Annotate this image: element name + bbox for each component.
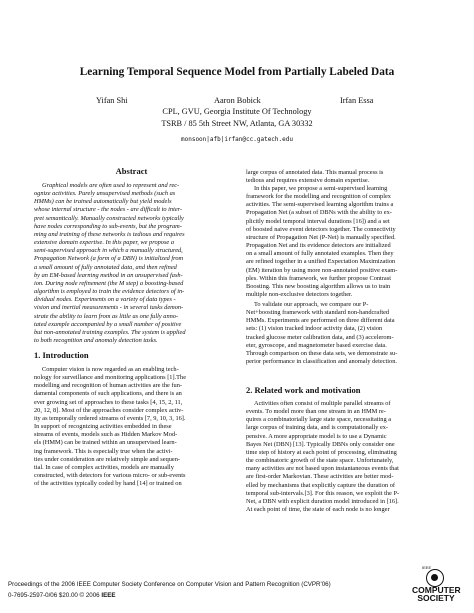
text-line: vision and inertial measurements - in several tasks demon- <box>34 304 184 312</box>
right-paragraph-2 <box>246 185 441 299</box>
text-line: multiple non-exclusive detectors together. <box>246 291 353 299</box>
text-line: ion. During node refinement (the M step) a boosting-based <box>34 279 184 287</box>
text-line: Activities often consist of multiple parallel streams of <box>254 400 391 407</box>
text-line: Computer vision is now regarded as an enabling tech- <box>42 366 179 373</box>
text-line: ing framework. This is especially true when the activi- <box>34 447 173 455</box>
text-line: dividual nodes. Experiments on a variety of data types - <box>34 296 176 304</box>
text-line: Net, a DBN with explicit duration model introduced in [16]. <box>246 497 399 505</box>
text-line: Propagation Net and its evidence detectors are initialized <box>246 242 391 250</box>
text-line: but non-annotated training examples. The system is applied <box>34 328 186 336</box>
section-introduction-heading: 1. Introduction <box>34 350 89 360</box>
text-line: activities. The semi-supervised learning algorithm trains a <box>246 201 394 209</box>
text-line: Propagation Network (a form of a DBN) is initialized from <box>34 255 184 263</box>
text-line: In support of recognizing activities embedded in these <box>34 423 172 431</box>
text-line: algorithm is employed to train the evidence detectors of in- <box>34 288 185 296</box>
text-line: constructed, with detectors for various micro- or sub-events <box>34 472 186 480</box>
text-line: tedious and requires extensive domain expertise. <box>246 177 370 185</box>
abstract-heading: Abstract <box>115 166 148 176</box>
text-line: quires a combinatorially large state space, necessitating a <box>246 416 392 424</box>
text-line: ity as temporally ordered streams of events [7, 9, 10, 3, 16]. <box>34 414 186 422</box>
text-line: of boosted naive event detectors together. The connectivity <box>246 225 396 233</box>
text-line: ever growing set of approaches to these tasks [4, 15, 2, 11, <box>34 398 183 406</box>
right-paragraph-3 <box>246 301 441 366</box>
text-line: nology for surveillance and monitoring applications [1].The <box>34 374 187 382</box>
text-line: by an EM-based learning method in an unsupervised fash- <box>34 271 183 279</box>
section-related-heading: 2. Related work and motivation <box>246 385 361 395</box>
text-line: Net+boosting framework with standard non-handcrafted <box>246 309 390 317</box>
footer-isbn-text: 0-7695-2597-0/06 $20.00 © 2006 <box>8 592 100 599</box>
author-3: Irfan Essa <box>340 96 374 105</box>
text-line: perior performance in classification and anomaly detection. <box>246 358 397 366</box>
text-line: to both recognition and anomaly detection tasks. <box>34 336 158 344</box>
text-line: are first-order Markovian. These activities are better mod- <box>246 473 394 481</box>
text-line: pensive. A more appropriate model is to use a Dynamic <box>246 432 387 440</box>
text-line: many activities are not based upon instantaneous events that <box>246 465 399 473</box>
right-paragraph-1 <box>246 169 441 185</box>
text-line: framework for the modelling and recognition of complex <box>246 193 391 201</box>
introduction-body <box>34 366 229 488</box>
text-line: HMMs) can be trained automatically but yield models <box>34 198 172 206</box>
affiliation-line-1: CPL, GVU, Georgia Institute Of Technology <box>162 107 312 116</box>
author-email: monsoon|afb|irfan@cc.gatech.edu <box>181 136 293 143</box>
text-line: extensive domain expertise. In this paper, we propose a <box>34 239 175 247</box>
text-line: on a small amount of fully annotated examples. Then they <box>246 250 394 258</box>
text-line: whose internal structure - the nodes - are difficult to inter- <box>34 206 183 214</box>
text-line: Boosting. This new boosting algorithm allows us to train <box>246 282 391 290</box>
text-line: tracked glucose meter calibration data, and (3) accelerom- <box>246 333 394 341</box>
footer-ieee-brand: IEEE <box>101 592 116 599</box>
text-line: Propagation Net (a subset of DBNs with the ability to ex- <box>246 209 392 217</box>
text-line: pret semantically. Manually constructed networks typically <box>34 214 184 222</box>
text-line: a small amount of fully annotated data, and then refined <box>34 263 177 271</box>
affiliation-line-2: TSRB / 85 5th Street NW, Atlanta, GA 30332 <box>161 119 313 128</box>
text-line: tial. In case of complex activities, models are manually <box>34 463 174 471</box>
text-line: large corpus of annotated data. This manual process is <box>246 169 384 176</box>
text-line: ties under consideration are relatively simple and sequen- <box>34 455 181 463</box>
text-line: temporal sub-intervals.[3]. For this reason, we exploit the P- <box>246 489 400 497</box>
text-line: damental components of such applications, and there is an <box>34 390 182 398</box>
text-line: ming and training of these networks is tedious and requires <box>34 230 185 238</box>
text-line: are refined together in a unified Expectation Maximization <box>246 258 396 266</box>
text-line: ognize activities. Purely unsupervised methods (such as <box>34 190 176 198</box>
text-line: Through comparison on these data sets, we demonstrate su- <box>246 349 398 357</box>
text-line: strate the ability to learn from as little as one fully anno- <box>34 312 179 320</box>
text-line: sets: (1) vision tracked indoor activity data, (2) vision <box>246 325 383 333</box>
text-line: of the activities typically coded by hand [14] or trained on <box>34 480 182 488</box>
author-1: Yifan Shi <box>96 96 128 105</box>
text-line: have nodes corresponding to sub-events, but the program- <box>34 222 182 230</box>
paper-title: Learning Temporal Sequence Model from Partially Labeled Data <box>79 66 395 78</box>
footer-isbn <box>8 592 115 599</box>
text-line: At each point of time, the state of each node is no longer <box>246 506 390 514</box>
text-line: streams of events, models such as Hidden Markov Mod- <box>34 431 178 439</box>
logo-ieee-mark: IEEE <box>422 565 432 570</box>
related-work-body <box>246 400 441 514</box>
text-line: To validate our approach, we compare our P- <box>254 301 369 308</box>
text-line: large corpus of training data, and is computationally ex- <box>246 424 389 432</box>
text-line: eter, gyroscope, and magnetometer based exercise data. <box>246 341 387 349</box>
author-2: Aaron Bobick <box>214 96 261 105</box>
text-line: semi-supervised approach in which a manually structured, <box>34 247 183 255</box>
abstract-body <box>34 182 229 345</box>
text-line: (EM) iteration by using more non-annotated positive exam- <box>246 266 398 274</box>
text-line: ples. Within this framework, we further propose Contrast <box>246 274 391 282</box>
text-line: HMMs. Experiments are performed on three different data <box>246 317 395 325</box>
footer-proceedings: Proceedings of the 2006 IEEE Computer Society Conference on Computer Vision and Pattern Recognition (CVPR'06) <box>8 581 331 588</box>
text-line: structure of Propagation Net (P-Net) is manually specified. <box>246 233 396 241</box>
text-line: plicitly model temporal interval durations [16]) and a set <box>246 217 390 225</box>
text-line: the combinatoric growth of the state space. Unfortunately, <box>246 457 394 465</box>
text-line: In this paper, we propose a semi-supervised learning <box>254 185 388 192</box>
text-line: tated example accompanied by a small number of positive <box>34 320 182 328</box>
text-line: events. To model more than one stream in an HMM re- <box>246 408 386 416</box>
text-line: 20, 12, 8]. Most of the approaches consider complex activ- <box>34 406 184 414</box>
text-line: Graphical models are often used to represent and rec- <box>42 182 180 189</box>
text-line: modelling and recognition of human activities are the fun- <box>34 382 182 390</box>
logo-text-computer: COMPUTER <box>412 585 461 595</box>
text-line: elled by mechanisms that explicitly capture the duration of <box>246 481 396 489</box>
text-line: els (HMM) can be trained within an unsupervised learn- <box>34 439 177 447</box>
text-line: Bayes Net (DBN) [13]. Typically DBNs only consider one <box>246 440 395 448</box>
computer-society-logo <box>412 565 461 605</box>
logo-text-society: SOCIETY <box>417 593 455 603</box>
text-line: time step of history at each point of processing, eliminating <box>246 448 397 456</box>
